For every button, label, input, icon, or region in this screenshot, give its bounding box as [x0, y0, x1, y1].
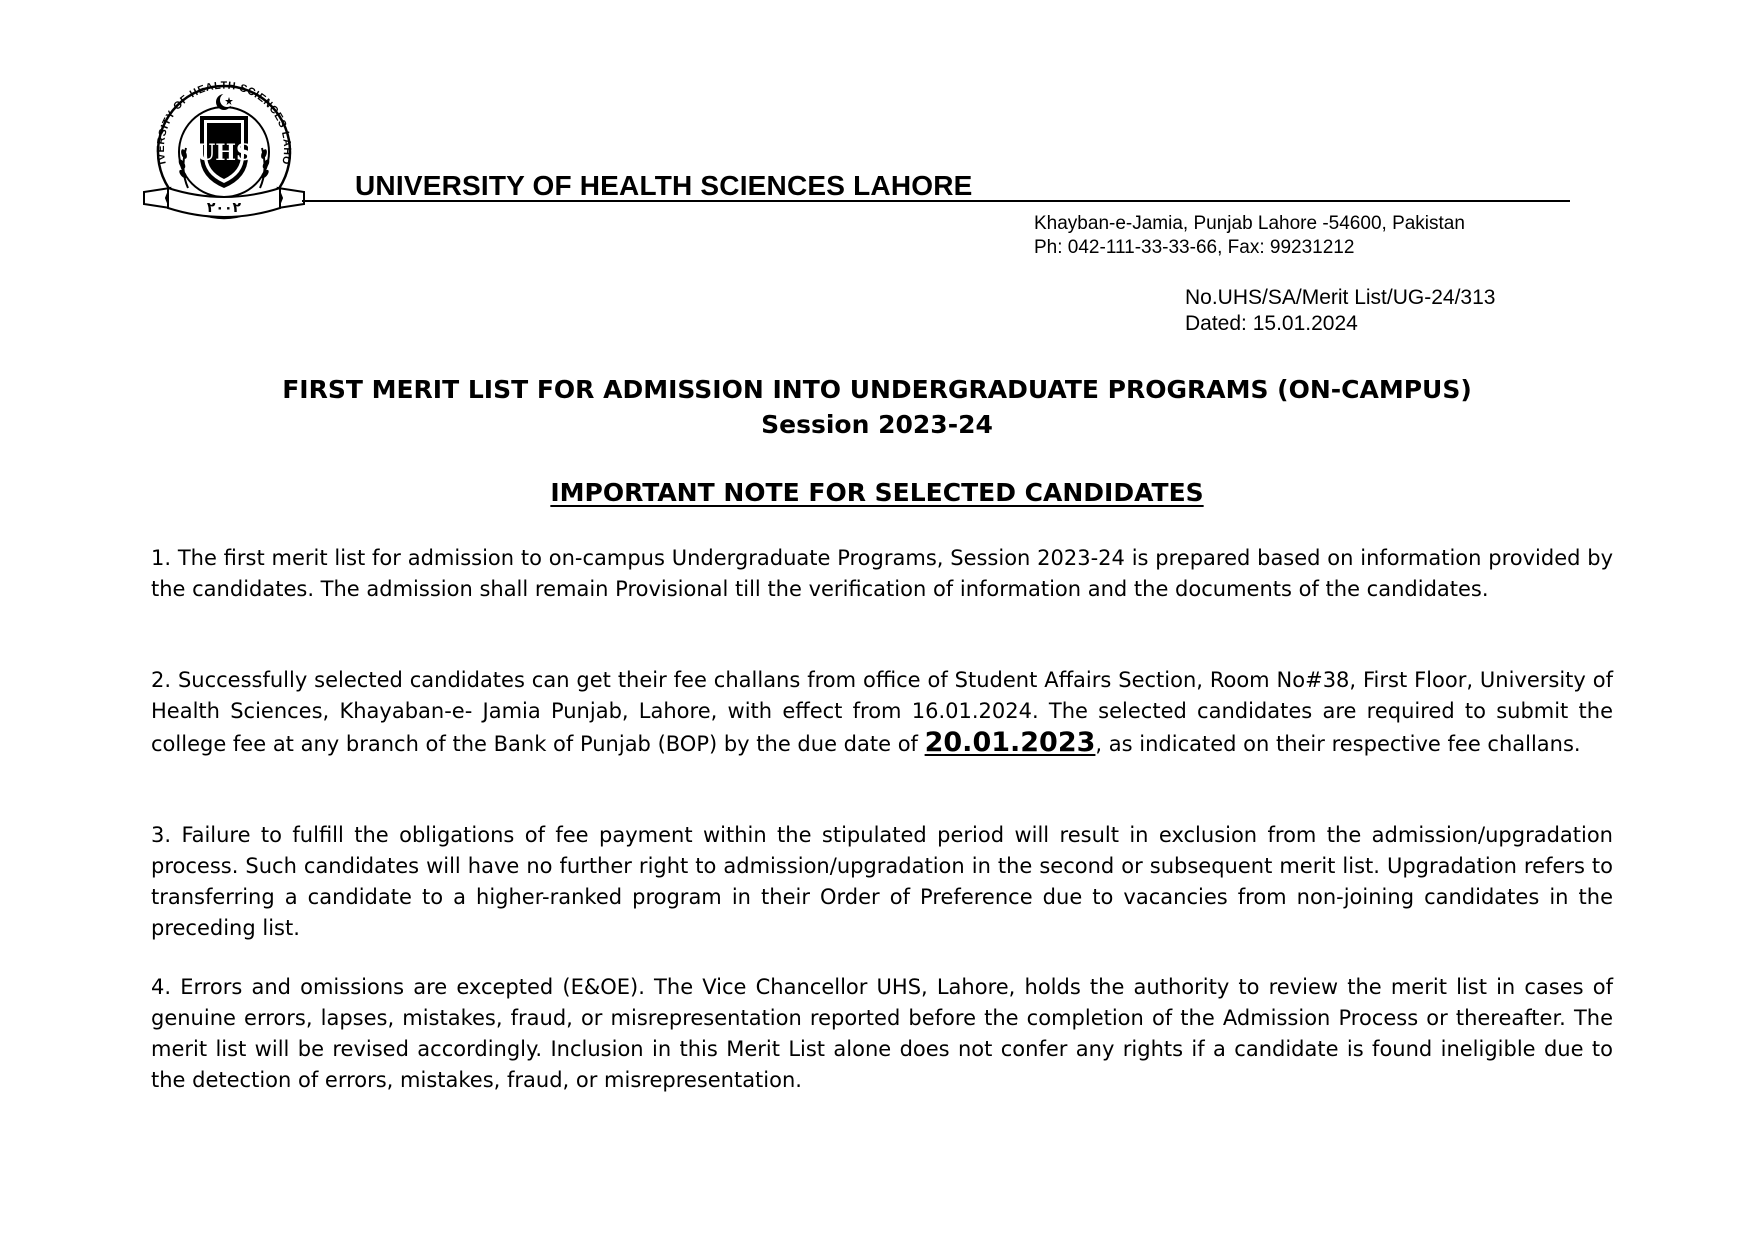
- university-address: [1034, 212, 1465, 260]
- document-title: FIRST MERIT LIST FOR ADMISSION INTO UNDERGRADUATE PROGRAMS (ON-CAMPUS): [282, 375, 1472, 404]
- paragraph-2-text-end: , as indicated on their respective fee challans.: [1095, 732, 1581, 756]
- logo-monogram: UHS: [196, 140, 252, 166]
- fee-due-date: 20.01.2023: [924, 727, 1096, 758]
- university-name: UNIVERSITY OF HEALTH SCIENCES LAHORE: [355, 170, 973, 201]
- note-paragraph-3: 3. Failure to fulfill the obligations of fee payment within the stipulated period will result in exclusion from the admission/upgradation process. Such candidates will have no further right to admission/upgradation in the second or subsequent merit list. Upgradation refers to transferring a candidate to a higher-ranked program in their Order of Preference due to vacancies from non-joining candidates in the preceding list.: [151, 823, 1613, 940]
- reference-block: [1185, 285, 1495, 337]
- uhs-logo-seal: [140, 80, 308, 225]
- note-paragraph-1: 1. The first merit list for admission to on-campus Undergraduate Programs, Session 2023-24 is prepared based on information provided by the candidates. The admission shall remain Provisional till the verification of information and the documents of the candidates.: [151, 546, 1613, 601]
- reference-number: No.UHS/SA/Merit List/UG-24/313: [1185, 286, 1496, 309]
- document-date: Dated: 15.01.2024: [1185, 312, 1358, 335]
- paragraph-2-text: 2. Successfully selected candidates can get their fee challans from office of Student Affairs Section, Room No#38, First Floor, University of Health Sciences, Khayaban-e- Jamia Punjab, Lahore, with effect from 16.01.2024. The selected candidates are required to submit the college fee at any branch of the Bank of Punjab (BOP) by the due date of: [151, 668, 1613, 756]
- session-subtitle: Session 2023-24: [761, 410, 993, 439]
- logo-ribbon-text: ۲۰۰۲: [206, 200, 242, 216]
- note-paragraph-2: [151, 665, 1613, 760]
- address-line: Khayban-e-Jamia, Punjab Lahore -54600, Pakistan: [1034, 213, 1465, 234]
- note-paragraph-4: 4. Errors and omissions are excepted (E&OE). The Vice Chancellor UHS, Lahore, holds the authority to review the merit list in cases of genuine errors, lapses, mistakes, fraud, or misrepresentation reported before the completion of the Admission Process or thereafter. The merit list will be revised accordingly. Inclusion in this Merit List alone does not confer any rights if a candidate is found ineligible due to the detection of errors, mistakes, fraud, or misrepresentation.: [151, 975, 1613, 1092]
- phone-fax-line: Ph: 042-111-33-33-66, Fax: 99231212: [1034, 237, 1355, 258]
- note-heading: IMPORTANT NOTE FOR SELECTED CANDIDATES: [550, 478, 1204, 507]
- logo-ring-text: IVERSITY OF HEALTH SCIENCES LAHO: [154, 80, 294, 166]
